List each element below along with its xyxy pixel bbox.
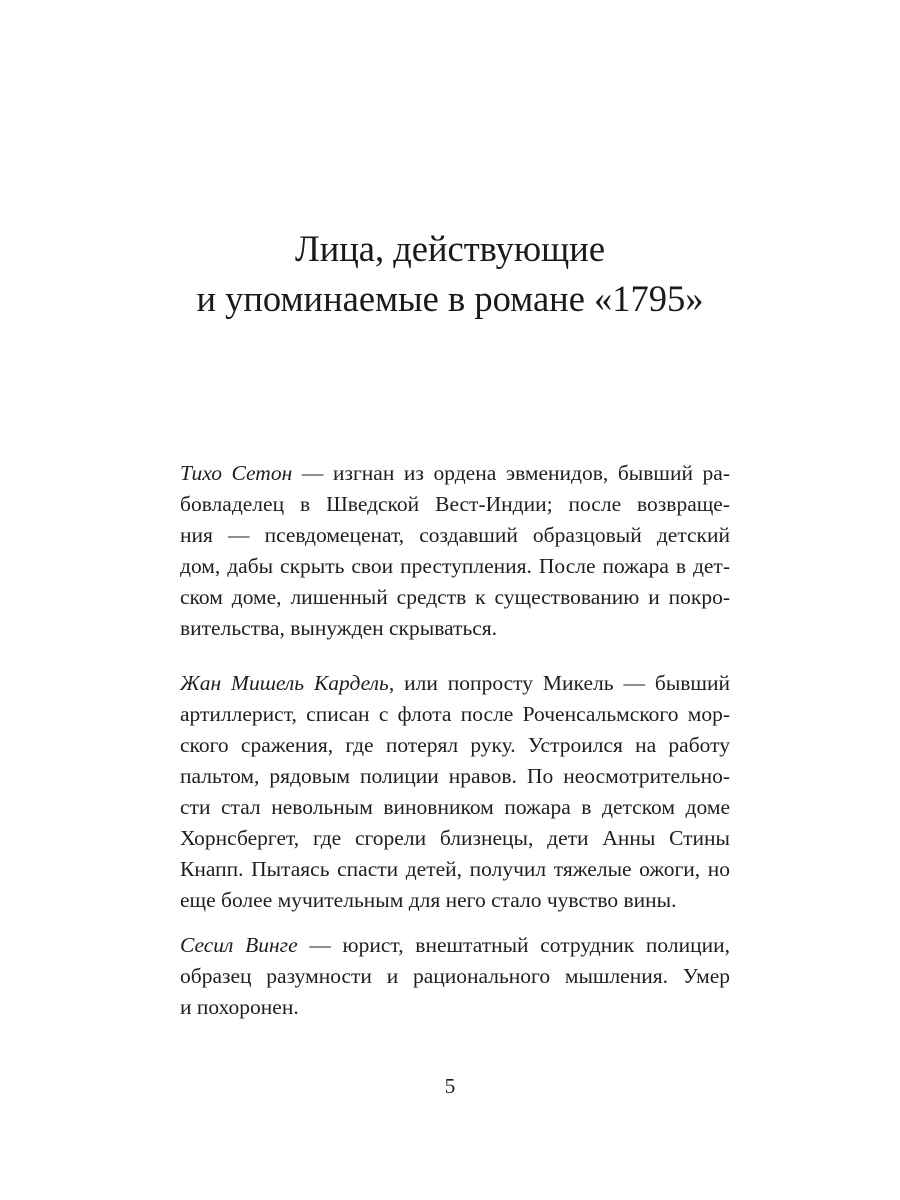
entry-line: Тихо Сетон — изгнан из ордена эвменидов, бывший ра- [180, 461, 731, 485]
entry-line: Хорнсбергет, где сгорели близнецы, дети Анны Стины [180, 826, 730, 850]
entry-line: дом, дабы скрыть свои преступления. После пожара в дет- [180, 554, 730, 578]
page-title [0, 224, 900, 324]
character-entry [180, 458, 730, 644]
page-number: 5 [444, 1074, 456, 1098]
entry-line: ском доме, лишенный средств к существованию и покро- [180, 585, 730, 609]
entry-line: и похоронен. [180, 995, 299, 1019]
page-title-line-2: и упоминаемые в романе «1795» [196, 278, 704, 319]
page-title-line-1: Лица, действующие [294, 228, 606, 269]
entry-line: пальтом, рядовым полиции нравов. По неосмотрительно- [180, 764, 730, 788]
entry-line: ского сражения, где потерял руку. Устроился на работу [180, 733, 730, 757]
entry-line: сти стал невольным виновником пожара в детском доме [180, 795, 730, 819]
entry-line: Сесил Винге — юрист, внештатный сотрудник полиции, [180, 933, 730, 957]
entry-line: образец разумности и рационального мышления. Умер [180, 964, 730, 988]
entry-line: Жан Мишель Кардель, или попросту Микель — бывший [180, 671, 731, 695]
character-name: Жан Мишель Кардель [180, 671, 389, 695]
entry-line: Кнапп. Пытаясь спасти детей, получил тяжелые ожоги, но [180, 857, 730, 881]
entry-line: артиллерист, списан с флота после Роченсальмского мор- [180, 702, 730, 726]
character-name: Сесил Винге [180, 933, 298, 957]
entry-line: вительства, вынужден скрываться. [180, 616, 498, 640]
entry-line: ния — псевдомеценат, создавший образцовый детский [180, 523, 730, 547]
character-entry [180, 930, 730, 1023]
entry-line: еще более мучительным для него стало чувство вины. [180, 888, 677, 912]
character-name: Тихо Сетон [180, 461, 293, 485]
entry-line: бовладелец в Шведской Вест-Индии; после возвраще- [180, 492, 730, 516]
character-entry [180, 668, 730, 916]
